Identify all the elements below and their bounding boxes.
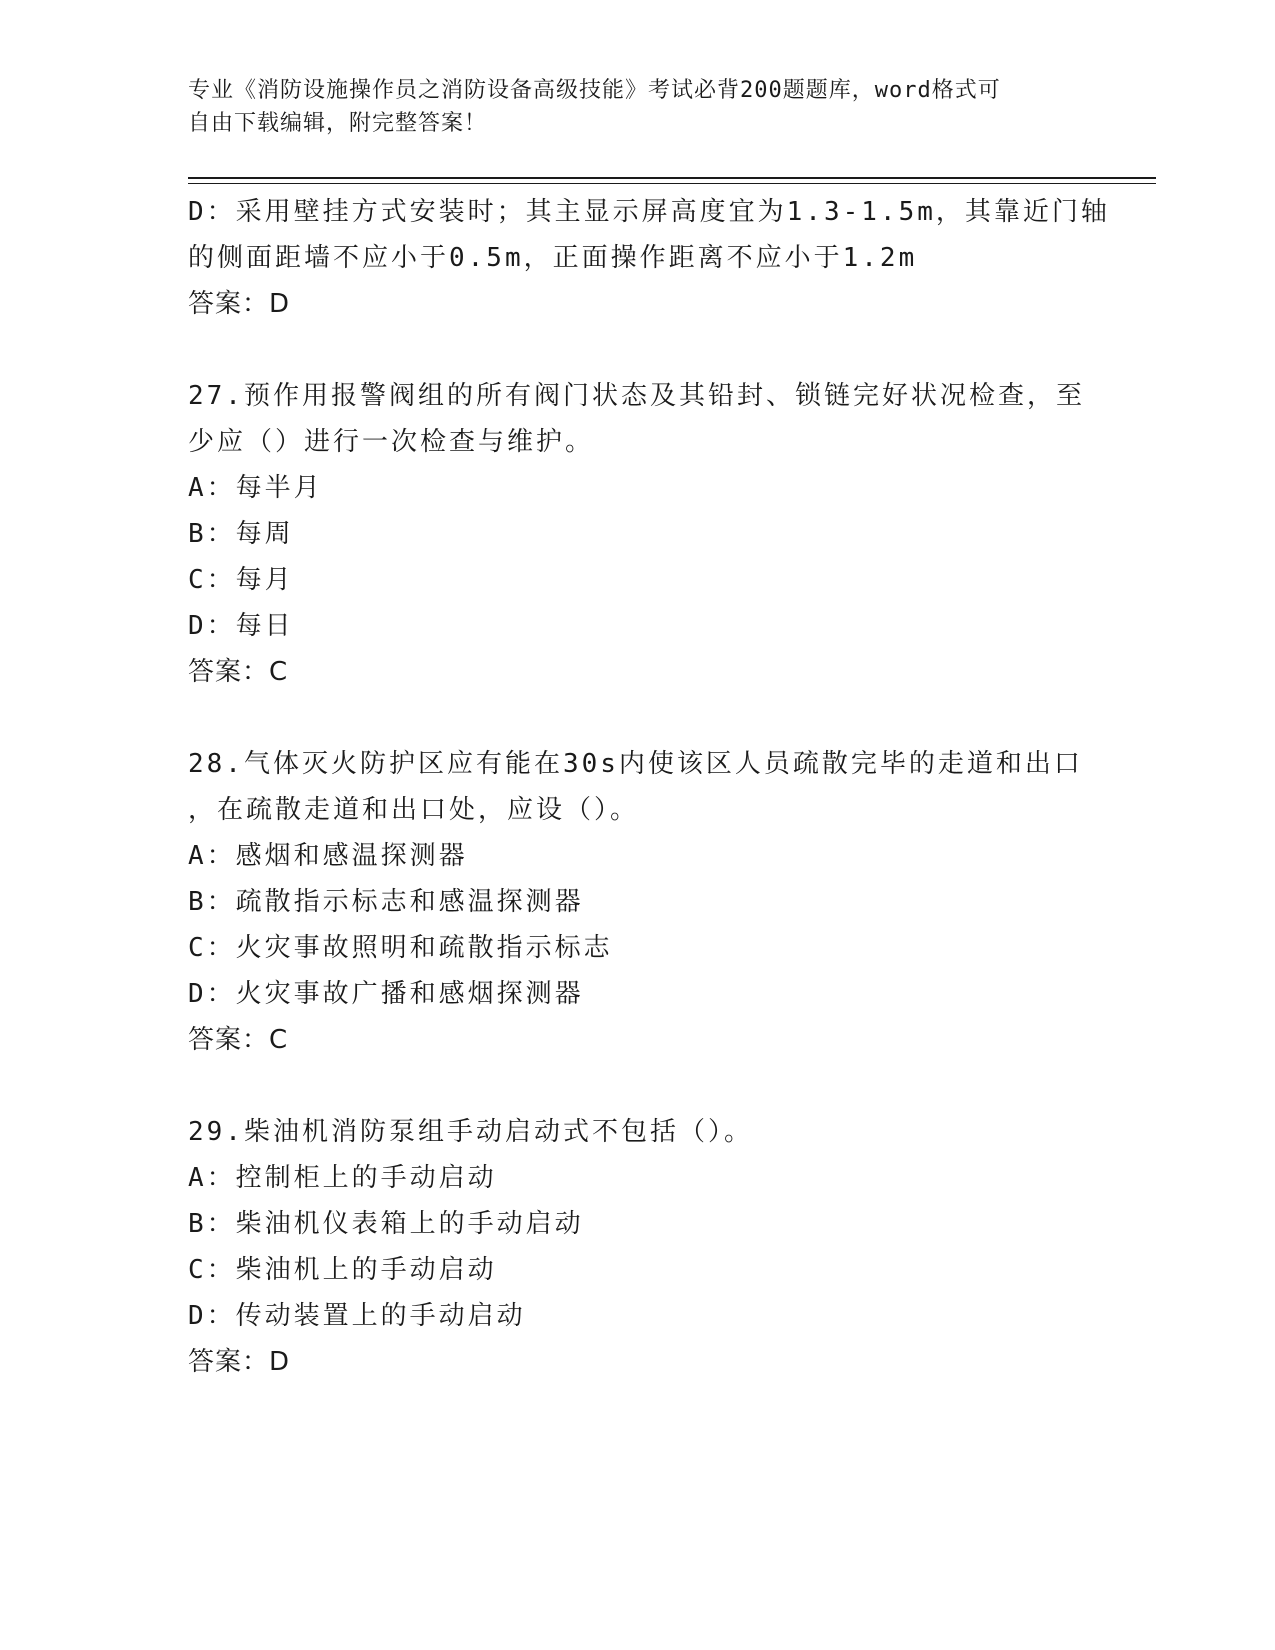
document-header <box>188 74 1088 140</box>
question-stem-line-1: 27.预作用报警阀组的所有阀门状态及其铅封、锁链完好状况检查，至 <box>188 381 1085 411</box>
spacer <box>188 695 1088 741</box>
question-content <box>188 189 1110 1385</box>
answer: 答案：C <box>188 657 289 687</box>
option-d: D：每日 <box>188 611 294 641</box>
header-line-2: 自由下载编辑，附完整答案！ <box>188 111 488 136</box>
question-27 <box>188 373 1088 695</box>
header-divider-thin <box>188 183 1156 184</box>
question-28 <box>188 741 1088 1063</box>
question-stem-line-2: ，在疏散走道和出口处，应设（）。 <box>188 795 640 825</box>
option-d-line-1: D：采用壁挂方式安装时；其主显示屏高度宜为1.3-1.5m，其靠近门轴 <box>188 197 1110 227</box>
answer: 答案：D <box>188 289 291 319</box>
question-stem-line-2: 少应（）进行一次检查与维护。 <box>188 427 595 457</box>
question-stem-line-1: 29.柴油机消防泵组手动启动式不包括（）。 <box>188 1117 753 1147</box>
option-a: A：控制柜上的手动启动 <box>188 1163 497 1193</box>
header-divider-thick <box>188 177 1156 179</box>
option-d-line-2: 的侧面距墙不应小于0.5m，正面操作距离不应小于1.2m <box>188 243 918 273</box>
option-a: A：每半月 <box>188 473 323 503</box>
option-c: C：火灾事故照明和疏散指示标志 <box>188 933 613 963</box>
header-line-1: 专业《消防设施操作员之消防设备高级技能》考试必背200题题库，word格式可 <box>188 78 1001 103</box>
option-c: C：每月 <box>188 565 294 595</box>
question-26 <box>188 189 1110 327</box>
option-b: B：疏散指示标志和感温探测器 <box>188 887 584 917</box>
spacer <box>188 327 1088 373</box>
question-29 <box>188 1109 1088 1385</box>
option-c: C：柴油机上的手动启动 <box>188 1255 497 1285</box>
option-b: B：每周 <box>188 519 294 549</box>
option-b: B：柴油机仪表箱上的手动启动 <box>188 1209 584 1239</box>
question-stem-line-1: 28.气体灭火防护区应有能在30s内使该区人员疏散完毕的走道和出口 <box>188 749 1083 779</box>
answer: 答案：D <box>188 1347 291 1377</box>
spacer <box>188 1063 1088 1109</box>
option-a: A：感烟和感温探测器 <box>188 841 468 871</box>
option-d: D：传动装置上的手动启动 <box>188 1301 526 1331</box>
answer: 答案：C <box>188 1025 289 1055</box>
option-d: D：火灾事故广播和感烟探测器 <box>188 979 584 1009</box>
